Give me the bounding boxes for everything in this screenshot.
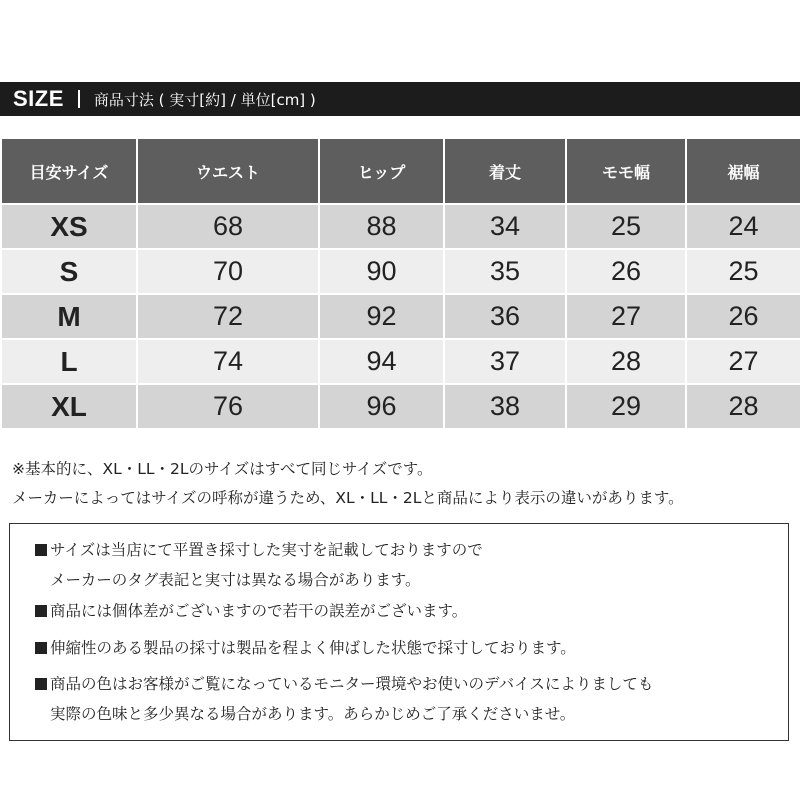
table-row xyxy=(1,294,800,339)
length-cell: 36 xyxy=(444,294,566,339)
hip-cell: 94 xyxy=(319,339,444,384)
notice-text: 商品の色はお客様がご覧になっているモニター環境やお使いのデバイスによりましても xyxy=(50,675,654,693)
length-cell: 35 xyxy=(444,249,566,294)
size-cell: XL xyxy=(1,384,137,429)
size-cell: XS xyxy=(1,204,137,249)
column-header-hem: 裾幅 xyxy=(686,138,800,204)
length-cell: 37 xyxy=(444,339,566,384)
waist-cell: 68 xyxy=(137,204,319,249)
hem-cell: 28 xyxy=(686,384,800,429)
column-header-waist: ウエスト xyxy=(137,138,319,204)
header-divider xyxy=(78,90,80,108)
table-header-row xyxy=(1,138,800,204)
thigh-cell: 29 xyxy=(566,384,686,429)
notice-item xyxy=(35,633,576,663)
section-title: SIZE xyxy=(13,86,64,111)
length-cell: 38 xyxy=(444,384,566,429)
hip-cell: 92 xyxy=(319,294,444,339)
waist-cell: 76 xyxy=(137,384,319,429)
notice-text: 伸縮性のある製品の採寸は製品を程よく伸ばした状態で採寸しております。 xyxy=(50,639,576,657)
column-header-thigh: モモ幅 xyxy=(566,138,686,204)
table-row xyxy=(1,249,800,294)
hem-cell: 24 xyxy=(686,204,800,249)
square-bullet-icon xyxy=(35,642,47,654)
hip-cell: 96 xyxy=(319,384,444,429)
hem-cell: 26 xyxy=(686,294,800,339)
thigh-cell: 25 xyxy=(566,204,686,249)
hip-cell: 88 xyxy=(319,204,444,249)
notice-text-continued: 実際の色味と多少異なる場合があります。あらかじめご了承くださいませ。 xyxy=(50,705,576,723)
notice-box xyxy=(9,523,789,741)
table-row xyxy=(1,204,800,249)
size-table xyxy=(0,137,800,430)
column-header-size: 目安サイズ xyxy=(1,138,137,204)
size-cell: S xyxy=(1,249,137,294)
notice-text-continued: メーカーのタグ表記と実寸は異なる場合があります。 xyxy=(50,571,421,589)
size-cell: M xyxy=(1,294,137,339)
notice-item xyxy=(35,535,483,595)
section-caption: 商品寸法 ( 実寸[約] / 単位[cm] ) xyxy=(93,90,316,109)
size-cell: L xyxy=(1,339,137,384)
column-header-length: 着丈 xyxy=(444,138,566,204)
notice-item xyxy=(35,669,653,729)
notice-text: 商品には個体差がございますので若干の誤差がございます。 xyxy=(50,602,468,620)
thigh-cell: 27 xyxy=(566,294,686,339)
size-note-1: ※基本的に、XL・LL・2Lのサイズはすべて同じサイズです。 xyxy=(12,460,433,478)
square-bullet-icon xyxy=(35,544,47,556)
waist-cell: 74 xyxy=(137,339,319,384)
hip-cell: 90 xyxy=(319,249,444,294)
table-row xyxy=(1,384,800,429)
table-row xyxy=(1,339,800,384)
notice-item xyxy=(35,596,467,626)
thigh-cell: 28 xyxy=(566,339,686,384)
square-bullet-icon xyxy=(35,678,47,690)
length-cell: 34 xyxy=(444,204,566,249)
thigh-cell: 26 xyxy=(566,249,686,294)
section-header xyxy=(0,82,800,116)
column-header-hip: ヒップ xyxy=(319,138,444,204)
hem-cell: 27 xyxy=(686,339,800,384)
hem-cell: 25 xyxy=(686,249,800,294)
square-bullet-icon xyxy=(35,605,47,617)
notice-text: サイズは当店にて平置き採寸した実寸を記載しておりますので xyxy=(50,541,483,559)
waist-cell: 70 xyxy=(137,249,319,294)
waist-cell: 72 xyxy=(137,294,319,339)
size-note-2: メーカーによってはサイズの呼称が違うため、XL・LL・2Lと商品により表示の違いがあります。 xyxy=(12,489,684,507)
